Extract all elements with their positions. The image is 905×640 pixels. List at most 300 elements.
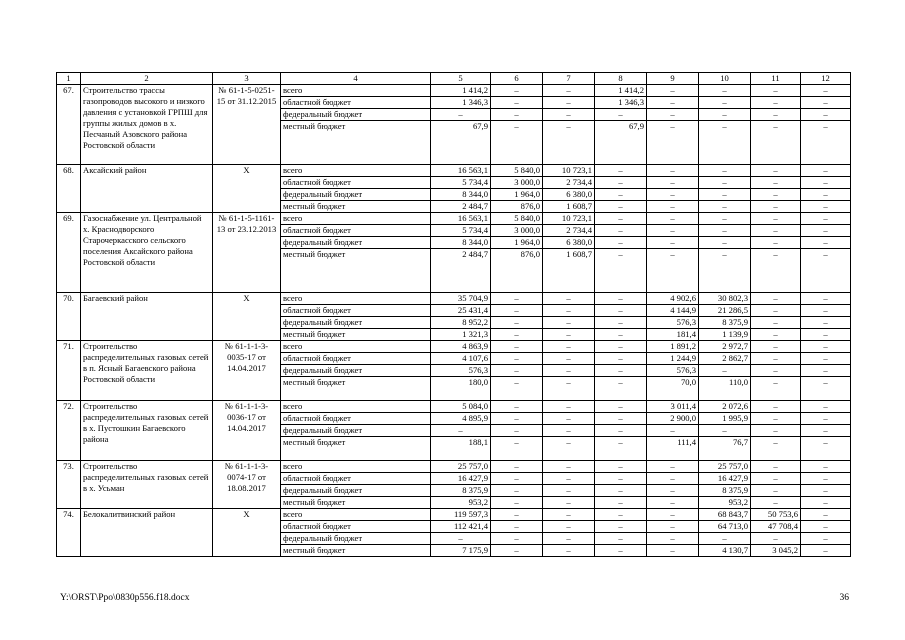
value-cell: –: [647, 473, 699, 485]
value-cell: –: [801, 213, 851, 225]
value-cell: –: [491, 341, 543, 353]
funding-source: федеральный бюджет: [281, 533, 431, 545]
value-cell: –: [543, 365, 595, 377]
row-number: 71.: [57, 341, 81, 401]
table-row: [57, 341, 851, 353]
value-cell: –: [491, 509, 543, 521]
value-cell: –: [647, 461, 699, 473]
row-number: 69.: [57, 213, 81, 293]
value-cell: –: [595, 249, 647, 293]
value-cell: –: [543, 461, 595, 473]
value-cell: –: [647, 121, 699, 165]
value-cell: –: [699, 97, 751, 109]
value-cell: –: [647, 237, 699, 249]
value-cell: 4 863,9: [431, 341, 491, 353]
funding-source: областной бюджет: [281, 521, 431, 533]
value-cell: –: [491, 293, 543, 305]
funding-source: всего: [281, 85, 431, 97]
value-cell: 953,2: [431, 497, 491, 509]
value-cell: 76,7: [699, 437, 751, 461]
value-cell: –: [647, 521, 699, 533]
value-cell: 1 608,7: [543, 249, 595, 293]
funding-source: федеральный бюджет: [281, 317, 431, 329]
table-row: [57, 509, 851, 521]
value-cell: –: [543, 509, 595, 521]
value-cell: –: [751, 249, 801, 293]
value-cell: –: [543, 473, 595, 485]
file-path: Y:\ORST\Ppo\0830p556.f18.docx: [60, 593, 190, 603]
funding-source: федеральный бюджет: [281, 237, 431, 249]
value-cell: –: [751, 437, 801, 461]
value-cell: –: [647, 97, 699, 109]
funding-source: местный бюджет: [281, 201, 431, 213]
value-cell: 953,2: [699, 497, 751, 509]
value-cell: –: [751, 365, 801, 377]
value-cell: –: [491, 329, 543, 341]
value-cell: –: [801, 237, 851, 249]
value-cell: 8 375,9: [699, 317, 751, 329]
value-cell: –: [699, 109, 751, 121]
value-cell: 5 734,4: [431, 225, 491, 237]
funding-source: областной бюджет: [281, 413, 431, 425]
column-number: 6: [491, 73, 543, 85]
funding-source: всего: [281, 509, 431, 521]
value-cell: –: [543, 329, 595, 341]
value-cell: –: [491, 353, 543, 365]
value-cell: –: [431, 109, 491, 121]
value-cell: 3 011,4: [647, 401, 699, 413]
object-name: Строительство распределительных газовых сетей в х. Усьман: [81, 461, 213, 509]
value-cell: 4 144,9: [647, 305, 699, 317]
value-cell: –: [801, 509, 851, 521]
value-cell: 2 072,6: [699, 401, 751, 413]
value-cell: –: [751, 293, 801, 305]
value-cell: –: [801, 177, 851, 189]
value-cell: –: [751, 97, 801, 109]
value-cell: –: [595, 377, 647, 401]
value-cell: 2 484,7: [431, 201, 491, 213]
value-cell: 10 723,1: [543, 213, 595, 225]
value-cell: –: [647, 109, 699, 121]
value-cell: –: [751, 85, 801, 97]
value-cell: –: [543, 121, 595, 165]
value-cell: 67,9: [595, 121, 647, 165]
value-cell: –: [491, 109, 543, 121]
value-cell: 1 346,3: [595, 97, 647, 109]
value-cell: –: [595, 473, 647, 485]
value-cell: 576,3: [431, 365, 491, 377]
value-cell: –: [801, 461, 851, 473]
value-cell: –: [751, 213, 801, 225]
value-cell: –: [491, 317, 543, 329]
funding-source: всего: [281, 165, 431, 177]
value-cell: –: [751, 401, 801, 413]
value-cell: 876,0: [491, 201, 543, 213]
funding-source: областной бюджет: [281, 473, 431, 485]
funding-source: областной бюджет: [281, 177, 431, 189]
value-cell: –: [595, 425, 647, 437]
row-number: 68.: [57, 165, 81, 213]
value-cell: 6 380,0: [543, 237, 595, 249]
value-cell: –: [801, 545, 851, 557]
value-cell: 180,0: [431, 377, 491, 401]
value-cell: –: [801, 521, 851, 533]
value-cell: –: [491, 461, 543, 473]
value-cell: –: [491, 121, 543, 165]
column-number: 9: [647, 73, 699, 85]
document-number: Х: [213, 293, 281, 341]
column-number: 2: [81, 73, 213, 85]
row-number: 67.: [57, 85, 81, 165]
row-number: 72.: [57, 401, 81, 461]
value-cell: –: [595, 189, 647, 201]
column-number: 10: [699, 73, 751, 85]
document-number: № 61-1-1-3-0035-17 от 14.04.2017: [213, 341, 281, 401]
column-number: 8: [595, 73, 647, 85]
value-cell: –: [647, 85, 699, 97]
value-cell: 8 952,2: [431, 317, 491, 329]
value-cell: –: [595, 533, 647, 545]
value-cell: –: [491, 497, 543, 509]
value-cell: –: [543, 353, 595, 365]
value-cell: –: [543, 533, 595, 545]
value-cell: –: [543, 317, 595, 329]
document-number: № 61-1-1-3-0074-17 от 18.08.2017: [213, 461, 281, 509]
value-cell: 16 563,1: [431, 165, 491, 177]
value-cell: –: [543, 341, 595, 353]
value-cell: –: [647, 213, 699, 225]
value-cell: –: [647, 485, 699, 497]
funding-source: областной бюджет: [281, 225, 431, 237]
object-name: Аксайский район: [81, 165, 213, 213]
document-number: Х: [213, 509, 281, 557]
value-cell: –: [491, 545, 543, 557]
value-cell: 68 843,7: [699, 509, 751, 521]
value-cell: –: [595, 545, 647, 557]
funding-source: федеральный бюджет: [281, 189, 431, 201]
value-cell: 67,9: [431, 121, 491, 165]
value-cell: 70,0: [647, 377, 699, 401]
value-cell: –: [801, 329, 851, 341]
column-number: 12: [801, 73, 851, 85]
value-cell: 119 597,3: [431, 509, 491, 521]
value-cell: –: [647, 509, 699, 521]
value-cell: 3 000,0: [491, 225, 543, 237]
document-number: № 61-1-1-3-0036-17 от 14.04.2017: [213, 401, 281, 461]
value-cell: 3 000,0: [491, 177, 543, 189]
page-number: 36: [839, 593, 849, 603]
value-cell: –: [751, 237, 801, 249]
value-cell: –: [751, 121, 801, 165]
value-cell: 1 244,9: [647, 353, 699, 365]
value-cell: 576,3: [647, 365, 699, 377]
value-cell: –: [543, 377, 595, 401]
value-cell: –: [801, 97, 851, 109]
value-cell: –: [801, 317, 851, 329]
value-cell: 1 321,3: [431, 329, 491, 341]
funding-source: местный бюджет: [281, 545, 431, 557]
value-cell: –: [543, 545, 595, 557]
funding-source: всего: [281, 293, 431, 305]
value-cell: 2 972,7: [699, 341, 751, 353]
funding-source: местный бюджет: [281, 437, 431, 461]
value-cell: –: [647, 189, 699, 201]
value-cell: –: [647, 165, 699, 177]
value-cell: –: [543, 85, 595, 97]
value-cell: –: [751, 329, 801, 341]
value-cell: 50 753,6: [751, 509, 801, 521]
value-cell: –: [699, 237, 751, 249]
value-cell: –: [491, 533, 543, 545]
value-cell: 2 734,4: [543, 177, 595, 189]
value-cell: –: [491, 485, 543, 497]
value-cell: –: [801, 201, 851, 213]
value-cell: –: [801, 109, 851, 121]
table-row: [57, 461, 851, 473]
column-number: 7: [543, 73, 595, 85]
value-cell: –: [801, 497, 851, 509]
value-cell: –: [751, 109, 801, 121]
funding-source: местный бюджет: [281, 249, 431, 293]
value-cell: –: [801, 305, 851, 317]
value-cell: –: [491, 377, 543, 401]
value-cell: –: [491, 97, 543, 109]
value-cell: 2 484,7: [431, 249, 491, 293]
value-cell: –: [491, 473, 543, 485]
value-cell: –: [431, 425, 491, 437]
value-cell: 576,3: [647, 317, 699, 329]
value-cell: –: [699, 425, 751, 437]
value-cell: –: [751, 201, 801, 213]
value-cell: –: [801, 365, 851, 377]
value-cell: –: [595, 329, 647, 341]
value-cell: –: [751, 497, 801, 509]
budget-table: [56, 72, 851, 557]
funding-source: местный бюджет: [281, 497, 431, 509]
value-cell: 1 414,2: [431, 85, 491, 97]
value-cell: –: [595, 165, 647, 177]
value-cell: 5 084,0: [431, 401, 491, 413]
value-cell: –: [801, 437, 851, 461]
value-cell: –: [647, 545, 699, 557]
value-cell: 4 107,6: [431, 353, 491, 365]
funding-source: местный бюджет: [281, 121, 431, 165]
funding-source: федеральный бюджет: [281, 485, 431, 497]
document-number: № 61-1-5-0251-15 от 31.12.2015: [213, 85, 281, 165]
value-cell: –: [491, 305, 543, 317]
row-number: 70.: [57, 293, 81, 341]
value-cell: –: [491, 85, 543, 97]
header-row: [57, 73, 851, 85]
value-cell: 2 900,0: [647, 413, 699, 425]
value-cell: –: [595, 413, 647, 425]
funding-source: всего: [281, 461, 431, 473]
value-cell: 111,4: [647, 437, 699, 461]
value-cell: –: [647, 533, 699, 545]
value-cell: –: [543, 485, 595, 497]
value-cell: 1 608,7: [543, 201, 595, 213]
value-cell: –: [699, 201, 751, 213]
object-name: Строительство распределительных газовых сетей в х. Пустошкин Багаевского района: [81, 401, 213, 461]
value-cell: –: [543, 413, 595, 425]
value-cell: –: [491, 365, 543, 377]
object-name: Белокалитвинский район: [81, 509, 213, 557]
value-cell: –: [595, 437, 647, 461]
object-name: Строительство трассы газопроводов высокого и низкого давления с установкой ГРПШ для группы жилых домов в х. Песчаный Азовского района Ростовской области: [81, 85, 213, 165]
value-cell: –: [801, 293, 851, 305]
value-cell: –: [647, 497, 699, 509]
value-cell: 876,0: [491, 249, 543, 293]
value-cell: 1 964,0: [491, 237, 543, 249]
value-cell: –: [801, 353, 851, 365]
value-cell: –: [491, 413, 543, 425]
value-cell: 4 895,9: [431, 413, 491, 425]
value-cell: –: [543, 293, 595, 305]
column-number: 5: [431, 73, 491, 85]
value-cell: –: [543, 305, 595, 317]
value-cell: –: [595, 353, 647, 365]
value-cell: –: [647, 201, 699, 213]
value-cell: –: [595, 213, 647, 225]
value-cell: –: [647, 225, 699, 237]
value-cell: –: [431, 533, 491, 545]
value-cell: 8 344,0: [431, 237, 491, 249]
value-cell: –: [699, 249, 751, 293]
value-cell: –: [595, 401, 647, 413]
value-cell: –: [751, 177, 801, 189]
funding-source: федеральный бюджет: [281, 425, 431, 437]
value-cell: 7 175,9: [431, 545, 491, 557]
value-cell: –: [595, 521, 647, 533]
value-cell: –: [801, 165, 851, 177]
object-name: Багаевский район: [81, 293, 213, 341]
column-number: 3: [213, 73, 281, 85]
value-cell: –: [751, 413, 801, 425]
value-cell: –: [801, 413, 851, 425]
value-cell: 25 431,4: [431, 305, 491, 317]
value-cell: –: [751, 225, 801, 237]
value-cell: –: [801, 121, 851, 165]
value-cell: –: [491, 425, 543, 437]
value-cell: –: [595, 509, 647, 521]
value-cell: –: [595, 177, 647, 189]
value-cell: 35 704,9: [431, 293, 491, 305]
value-cell: –: [595, 365, 647, 377]
value-cell: –: [801, 377, 851, 401]
value-cell: –: [543, 521, 595, 533]
value-cell: –: [751, 317, 801, 329]
table-row: [57, 213, 851, 225]
value-cell: –: [543, 425, 595, 437]
funding-source: областной бюджет: [281, 353, 431, 365]
value-cell: 25 757,0: [699, 461, 751, 473]
value-cell: –: [491, 521, 543, 533]
value-cell: 8 375,9: [699, 485, 751, 497]
value-cell: 16 427,9: [699, 473, 751, 485]
value-cell: –: [699, 165, 751, 177]
column-number: 11: [751, 73, 801, 85]
value-cell: –: [699, 121, 751, 165]
value-cell: –: [595, 497, 647, 509]
funding-source: федеральный бюджет: [281, 109, 431, 121]
value-cell: 4 902,6: [647, 293, 699, 305]
value-cell: –: [801, 341, 851, 353]
funding-source: областной бюджет: [281, 97, 431, 109]
value-cell: –: [751, 485, 801, 497]
value-cell: –: [595, 305, 647, 317]
value-cell: 5 840,0: [491, 213, 543, 225]
value-cell: 181,4: [647, 329, 699, 341]
value-cell: –: [801, 189, 851, 201]
value-cell: –: [801, 249, 851, 293]
value-cell: –: [699, 213, 751, 225]
value-cell: 16 563,1: [431, 213, 491, 225]
table-row: [57, 165, 851, 177]
value-cell: –: [595, 109, 647, 121]
value-cell: –: [751, 473, 801, 485]
value-cell: –: [595, 225, 647, 237]
value-cell: 64 713,0: [699, 521, 751, 533]
value-cell: –: [751, 377, 801, 401]
value-cell: –: [801, 85, 851, 97]
value-cell: –: [699, 365, 751, 377]
value-cell: –: [595, 461, 647, 473]
value-cell: 8 375,9: [431, 485, 491, 497]
value-cell: 5 840,0: [491, 165, 543, 177]
value-cell: –: [543, 97, 595, 109]
value-cell: –: [595, 317, 647, 329]
value-cell: –: [751, 461, 801, 473]
value-cell: –: [543, 401, 595, 413]
value-cell: –: [647, 249, 699, 293]
value-cell: 4 130,7: [699, 545, 751, 557]
funding-source: федеральный бюджет: [281, 365, 431, 377]
document-number: Х: [213, 165, 281, 213]
value-cell: –: [751, 305, 801, 317]
value-cell: –: [699, 225, 751, 237]
value-cell: –: [491, 437, 543, 461]
value-cell: –: [751, 341, 801, 353]
value-cell: 188,1: [431, 437, 491, 461]
value-cell: 1 346,3: [431, 97, 491, 109]
value-cell: –: [801, 225, 851, 237]
value-cell: –: [751, 425, 801, 437]
value-cell: 1 995,9: [699, 413, 751, 425]
value-cell: –: [647, 177, 699, 189]
value-cell: 1 891,2: [647, 341, 699, 353]
value-cell: –: [699, 189, 751, 201]
value-cell: –: [595, 237, 647, 249]
value-cell: –: [751, 165, 801, 177]
value-cell: 1 964,0: [491, 189, 543, 201]
value-cell: 10 723,1: [543, 165, 595, 177]
value-cell: –: [491, 401, 543, 413]
value-cell: –: [543, 497, 595, 509]
value-cell: –: [801, 473, 851, 485]
value-cell: 1 139,9: [699, 329, 751, 341]
funding-source: местный бюджет: [281, 377, 431, 401]
table-row: [57, 85, 851, 97]
table-row: [57, 293, 851, 305]
value-cell: –: [595, 485, 647, 497]
value-cell: –: [751, 353, 801, 365]
value-cell: –: [647, 425, 699, 437]
value-cell: 112 421,4: [431, 521, 491, 533]
value-cell: 30 802,3: [699, 293, 751, 305]
value-cell: –: [595, 341, 647, 353]
value-cell: –: [751, 533, 801, 545]
document-number: № 61-1-5-1161-13 от 23.12.2013: [213, 213, 281, 293]
